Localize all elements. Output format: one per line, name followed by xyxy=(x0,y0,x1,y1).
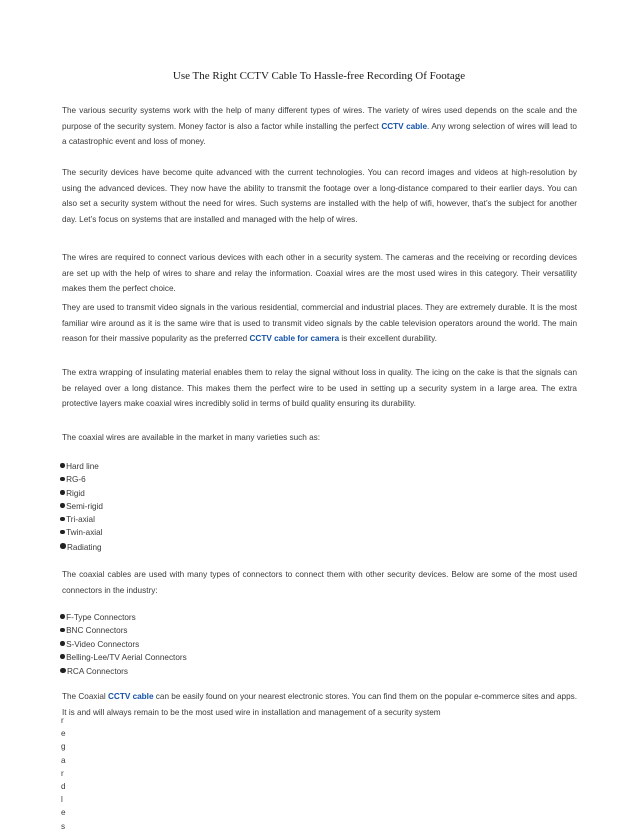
connectors-list xyxy=(60,611,187,679)
vertical-letter: l xyxy=(61,795,63,805)
list-item: Semi-rigid xyxy=(60,500,103,513)
list-item: S-Video Connectors xyxy=(60,638,187,651)
paragraph-insulation: The extra wrapping of insulating material enables them to relay the signal without loss in quality. The icing on the cake is that the signals can be relayed over a long distance. This makes them the perfect wire to be used in setting up a security system in a large area. The extra protective layers make coaxial wires incredibly solid in terms of build quality ensuring its durability. xyxy=(62,368,577,409)
paragraph-transmission-text-end: is their excellent durability. xyxy=(339,334,437,344)
paragraph-intro-text-end: . Any wrong selection of wires will lead to a catastrophic event and loss of money. xyxy=(62,121,577,147)
bullet-icon xyxy=(60,530,65,535)
paragraph-connectors-intro: The coaxial cables are used with many types of connectors to connect them with other security devices. Below are some of the most used connectors in the industry: xyxy=(62,570,577,595)
list-item: Tri-axial xyxy=(60,513,103,526)
bullet-icon xyxy=(60,463,65,468)
bullet-icon xyxy=(60,477,65,482)
list-item: RG-6 xyxy=(60,473,103,486)
paragraph-availability xyxy=(62,689,577,720)
list-item: Belling-Lee/TV Aerial Connectors xyxy=(60,651,187,664)
list-item: F-Type Connectors xyxy=(60,611,187,624)
list-item: BNC Connectors xyxy=(60,624,187,637)
bullet-icon xyxy=(60,641,65,646)
paragraph-wires: The wires are required to connect various devices with each other in a security system. The cameras and the receiving or recording devices are set up with the help of wires to share and relay the information. Coaxial wires are the most used wires in this category. Their versatility makes them the perfect choice. xyxy=(62,253,577,294)
bullet-icon xyxy=(60,517,65,522)
list-item: Radiating xyxy=(60,540,103,555)
list-item: Rigid xyxy=(60,487,103,500)
cctv-cable-link-2[interactable]: CCTV cable xyxy=(108,692,154,701)
list-item: RCA Connectors xyxy=(60,664,187,679)
vertical-letter: e xyxy=(61,729,66,739)
list-item: Twin-axial xyxy=(60,526,103,539)
bullet-icon xyxy=(60,543,66,549)
bullet-icon xyxy=(60,503,65,508)
vertical-letter: r xyxy=(61,716,64,725)
varieties-list xyxy=(60,460,103,555)
paragraph-transmission xyxy=(62,300,577,347)
bullet-icon xyxy=(60,628,65,633)
bullet-icon xyxy=(60,614,65,619)
vertical-letter: r xyxy=(61,768,64,778)
vertical-letter: d xyxy=(61,781,66,791)
paragraph-availability-text: The Coaxial xyxy=(62,692,108,701)
cctv-cable-for-camera-link[interactable]: CCTV cable for camera xyxy=(249,334,340,344)
vertical-letter: a xyxy=(61,755,66,765)
vertical-word-regardless xyxy=(61,714,66,833)
paragraph-technology: The security devices have become quite advanced with the current technologies. You can record images and videos at high-resolution by using the advanced devices. They now have the ability to transmit the footage over a long-distance compared to their earlier days. You can also set a security system without the need for wires. Such systems are installed with the help of wifi, however, that’s the subject for another day. Let’s focus on systems that are installed and managed with the help of wires. xyxy=(62,168,577,224)
paragraph-varieties-intro: The coaxial wires are available in the market in many varieties such as: xyxy=(62,433,321,442)
vertical-letter: s xyxy=(61,821,66,831)
vertical-letter: e xyxy=(61,808,66,818)
list-item: Hard line xyxy=(60,460,103,473)
paragraph-transmission-text: They are used to transmit video signals in the various residential, commercial and industrial places. They are extremely durable. It is the most familiar wire around as it is the same wire that is used to transmit video signals by the cable television operators around the world. The main reason for their massive popularity as the preferred xyxy=(62,303,577,344)
bullet-icon xyxy=(60,668,66,674)
bullet-icon xyxy=(60,654,65,659)
cctv-cable-link[interactable]: CCTV cable xyxy=(381,121,428,131)
document-title: Use The Right CCTV Cable To Hassle-free Recording Of Footage xyxy=(172,70,466,82)
bullet-icon xyxy=(60,490,65,495)
paragraph-intro xyxy=(62,103,577,150)
paragraph-availability-text-end: can be easily found on your nearest electronic stores. You can find them on the popular e-commerce sites and apps. It is and will always remain to be the most used wire in installation and management of a security system xyxy=(62,692,578,717)
vertical-letter: g xyxy=(61,742,66,752)
paragraph-intro-text: The various security systems work with the help of many different types of wires. The variety of wires used depends on the scale and the purpose of the security system. Money factor is also a factor while installing the perfect xyxy=(62,106,577,131)
